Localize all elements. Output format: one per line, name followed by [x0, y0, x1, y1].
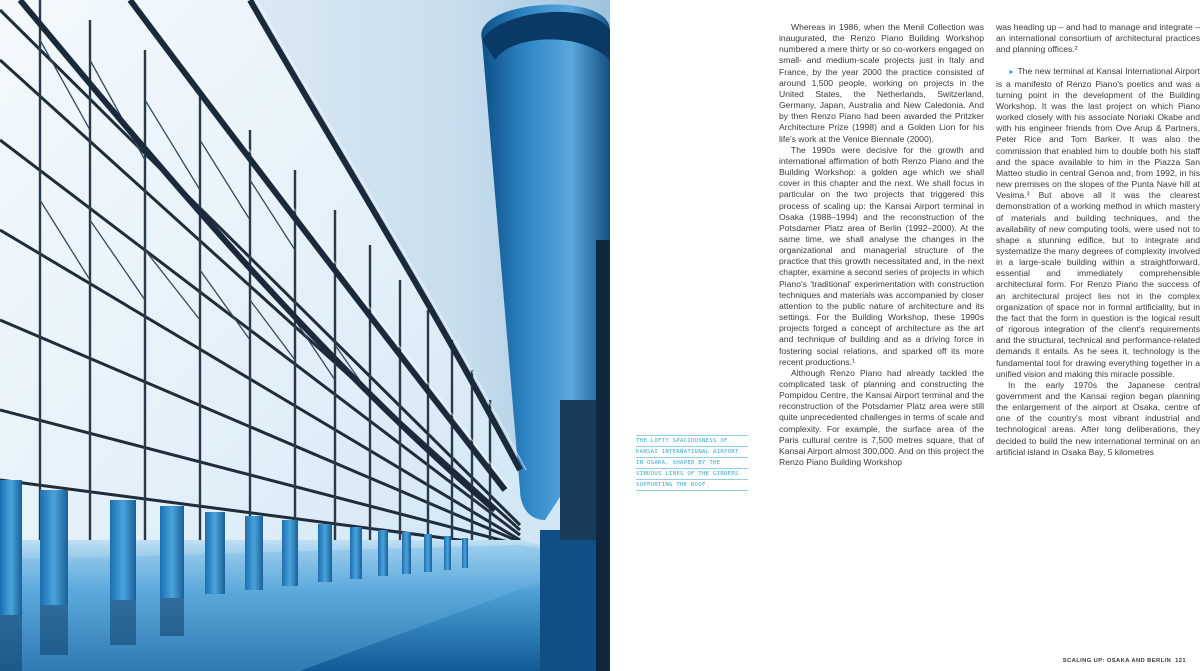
- body-text-column-left: [779, 22, 984, 468]
- caption-line: IN OSAKA, SHAPED BY THE: [636, 458, 748, 469]
- paragraph: Although Renzo Piano had already tackled the complicated task of planning and constructing the Pompidou Centre, the Kansai Airport terminal and the reconstruction of the Potsdamer Platz area were still quite unprecedented challenges in terms of scale and complexity. For example, the surface area of the Paris cultural centre is 7,500 metres square, that of Kansai Airport almost 300,000. And on this project the Renzo Piano Building Workshop: [779, 367, 984, 468]
- paragraph: In the early 1970s the Japanese central government and the Kansai region began planning the enlargement of the airport at Osaka, centre of one of the country's most vibrant industrial and technological areas. After long deliberations, they decided to build the new international terminal on an artificial island in Osaka Bay, 5 kilometres: [996, 379, 1200, 457]
- running-footer: [1063, 658, 1186, 664]
- paragraph: [996, 66, 1200, 379]
- section-title: SCALING UP: OSAKA AND BERLIN: [1062, 658, 1172, 664]
- paragraph: The 1990s were decisive for the growth and international affirmation of both Renzo Piano and the Building Workshop: a golden age which we shall cover in this chapter and the next. We shall focus in particular on the two projects that triggered this process of scaling up: the Kansai Airport terminal in Osaka (1988–1994) and the reconstruction of the Potsdamer Platz area of Berlin (1992–2000). At the same time, we shall analyse the changes in the organizational and managerial structure of the practice that this growth necessitated and, in the next chapter, examine a second series of projects in which Piano's 'traditional' experimentation with construction techniques and materials was accompanied by closer attention to the public nature of architecture and its settings. For the Building Workshop, these 1990s projects forged a concept of architecture as the art and technique of building and as a driving force in fostering social relations, and sparked off its more recent productions.¹: [779, 144, 984, 367]
- paragraph: was heading up – and had to manage and integrate – an international consortium of architectural practices and planning offices.²: [996, 22, 1200, 55]
- body-text-column-right: [996, 22, 1200, 458]
- play-arrow-icon: ►: [1008, 69, 1015, 77]
- caption-line: KANSAI INTERNATIONAL AIRPORT: [636, 447, 748, 458]
- paragraph: Whereas in 1986, when the Menil Collection was inaugurated, the Renzo Piano Building Workshop numbered a mere thirty or so co-workers engaged on small- and medium-scale projects just in Italy and France, by the year 2000 the practice consisted of around 1,500 people, working on projects in the United States, the Netherlands, Switzerland, Germany, Japan, Australia and New Caledonia. And by then Renzo Piano had been awarded the Pritzker Architecture Prize (1998) and a Golden Lion for his life's work at the Venice Biennale (2000).: [779, 22, 984, 144]
- page-number: 121: [1175, 658, 1186, 664]
- caption-line: SINUOUS LINES OF THE GIRDERS: [636, 469, 748, 480]
- caption-line: THE LOFTY SPACIOUSNESS OF: [636, 435, 748, 447]
- photo-caption: [636, 435, 748, 491]
- paragraph-text: The new terminal at Kansai International Airport is a manifesto of Renzo Piano's poetics and was a turning point in the development of the Building Workshop. It was the last project on which Piano worked closely with his associate Noriaki Okabe and with his engineer friends from Ove Arup & Partners, Peter Rice and Tom Barker. It was also the commission that enabled him to double both his staff and the space available to him in the Piazza San Matteo studio in central Genoa and, from 1992, in his new premises on the slopes of the Punta Nave hill at Vesima.³ But above all it was the clearest demonstration of a working method in which mastery of materials and building techniques, and the availability of new computing tools, were used not to shape a stunning edifice, but to integrate and systematize the many degrees of complexity involved in a large-scale building within a straightforward, essential and immediately comprehensible architectural form. For Renzo Piano the success of an architectural project lies not in the complex organization of space nor in formal artificiality, but in the fact that the form in question is the logical result of rigorous integration of the client's requirements and the structural, technical and performance-related demands it entails. As he sees it, technology is the fundamental tool for drawing everything together in a unified vision and making this miracle possible.: [996, 66, 1200, 379]
- caption-line: SUPPORTING THE ROOF.: [636, 480, 748, 491]
